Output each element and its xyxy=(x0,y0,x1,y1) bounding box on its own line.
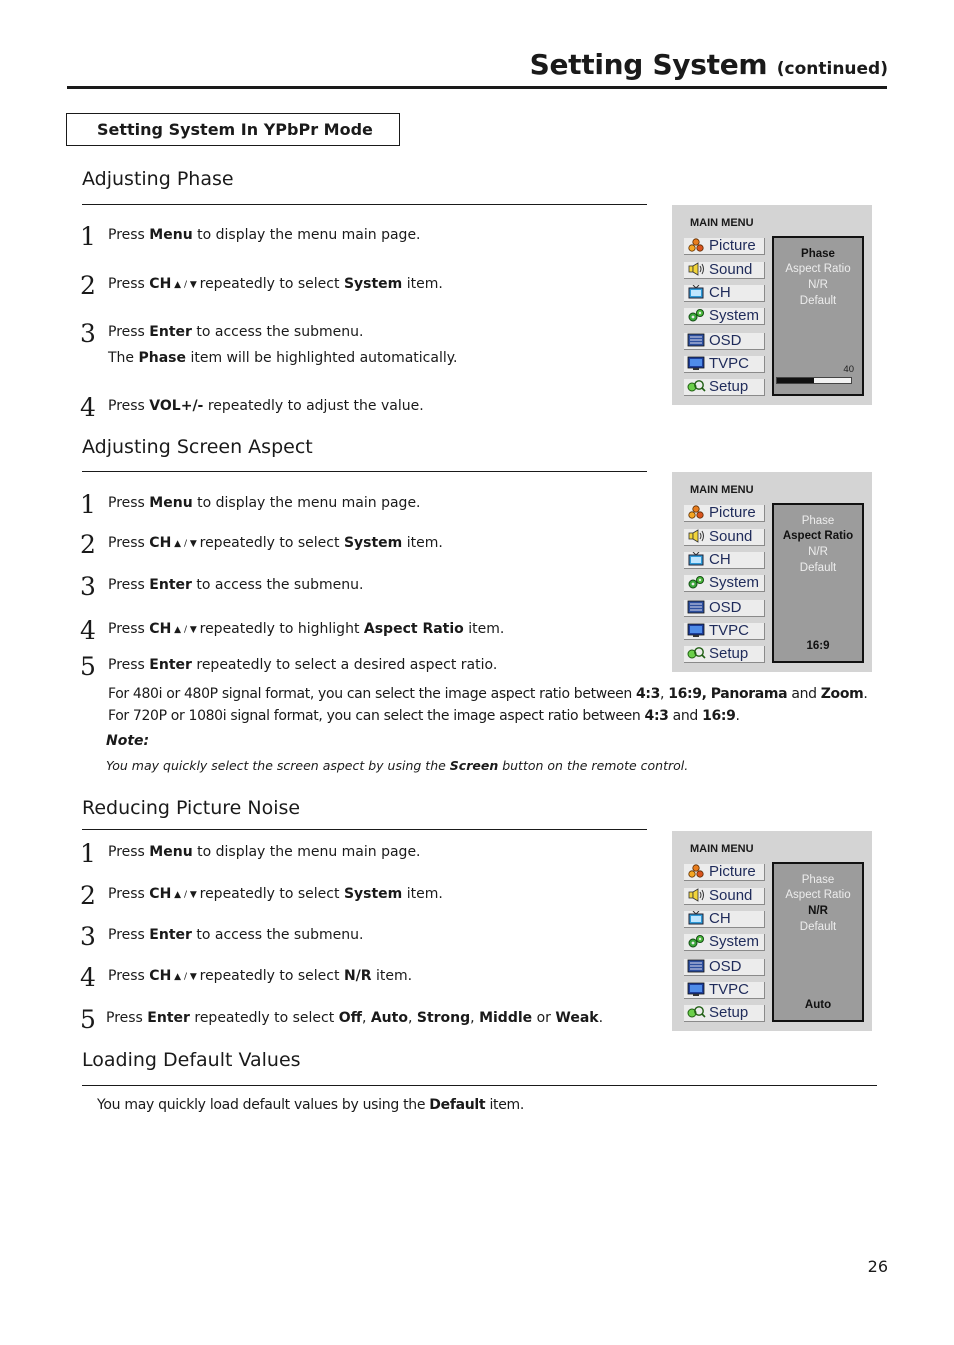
monitor-icon xyxy=(686,982,706,996)
submenu-option-n-r[interactable]: N/R xyxy=(808,546,828,558)
monitor-icon xyxy=(686,623,706,637)
menu-item-label: OSD xyxy=(709,333,742,349)
menu-item-system[interactable] xyxy=(684,575,765,592)
setup-icon xyxy=(686,1005,706,1019)
menu-item-osd[interactable] xyxy=(684,959,765,976)
menu-item-label: CH xyxy=(709,911,731,927)
tv-icon xyxy=(686,552,706,566)
noise-step-3-text: Press Enter to access the submenu. xyxy=(108,927,364,943)
menu-panel-noise xyxy=(672,831,872,1031)
menu-item-ch[interactable] xyxy=(684,911,765,928)
submenu-option-phase[interactable]: Phase xyxy=(801,874,835,886)
noise-step-5-text: Press Enter repeatedly to select Off, Auto, Strong, Middle or Weak. xyxy=(106,1010,604,1026)
rule-adjusting-phase xyxy=(82,204,647,205)
aspect-step-2-number: 2 xyxy=(80,530,96,559)
submenu-option-phase[interactable]: Phase xyxy=(801,515,835,527)
speaker-icon xyxy=(686,262,706,276)
list-icon xyxy=(686,959,706,973)
menu-item-label: Sound xyxy=(709,888,753,904)
mode-box: Setting System In YPbPr Mode xyxy=(66,113,400,146)
main-menu-title: MAIN MENU xyxy=(690,217,754,229)
menu-item-setup[interactable] xyxy=(684,1005,765,1022)
picture-icon xyxy=(686,864,706,878)
system-submenu xyxy=(772,862,864,1022)
menu-item-label: Sound xyxy=(709,262,753,278)
menu-item-label: Setup xyxy=(709,1005,749,1021)
aspect-step-4-text: Press CH ▲ / ▼ repeatedly to highlight Aspect Ratio item. xyxy=(108,621,505,637)
default-values-text: You may quickly load default values by using the Default item. xyxy=(97,1097,525,1113)
menu-item-label: Setup xyxy=(709,379,749,395)
menu-item-tvpc[interactable] xyxy=(684,623,765,640)
menu-item-sound[interactable] xyxy=(684,529,765,546)
submenu-option-default[interactable]: Default xyxy=(799,921,837,933)
page-number: 26 xyxy=(867,1257,888,1276)
main-menu-title: MAIN MENU xyxy=(690,843,754,855)
menu-panel-aspect xyxy=(672,472,872,672)
menu-item-ch[interactable] xyxy=(684,552,765,569)
menu-item-label: OSD xyxy=(709,959,742,975)
submenu-option-aspect-ratio[interactable]: Aspect Ratio xyxy=(785,263,851,275)
rule-adjusting-screen-aspect xyxy=(82,471,647,472)
rule-reducing-picture-noise xyxy=(82,829,647,830)
menu-item-label: Setup xyxy=(709,646,749,662)
menu-item-setup[interactable] xyxy=(684,646,765,663)
submenu-option-phase[interactable]: Phase xyxy=(801,248,835,260)
menu-item-system[interactable] xyxy=(684,934,765,951)
menu-item-label: CH xyxy=(709,285,731,301)
menu-item-label: Sound xyxy=(709,529,753,545)
speaker-icon xyxy=(686,529,706,543)
submenu-option-default[interactable]: Default xyxy=(799,295,837,307)
menu-item-label: System xyxy=(709,934,760,950)
aspect-step-5-number: 5 xyxy=(80,652,96,681)
heading-adjusting-screen-aspect: Adjusting Screen Aspect xyxy=(82,436,313,458)
page-title xyxy=(530,48,888,81)
menu-item-picture[interactable] xyxy=(684,505,765,522)
monitor-icon xyxy=(686,356,706,370)
noise-step-4-number: 4 xyxy=(80,963,96,992)
setup-icon xyxy=(686,646,706,660)
noise-step-1-text: Press Menu to display the menu main page. xyxy=(108,844,421,860)
title-continued: (continued) xyxy=(776,59,888,79)
phase-step-3-text: Press Enter to access the submenu. xyxy=(108,324,364,340)
title-rule xyxy=(67,86,887,89)
main-menu-title: MAIN MENU xyxy=(690,484,754,496)
phase-step-2-number: 2 xyxy=(80,271,96,300)
submenu-option-n-r[interactable]: N/R xyxy=(808,279,828,291)
aspect-720-line: For 720P or 1080i signal format, you can select the image aspect ratio between 4:3 and 16:9. xyxy=(108,708,740,724)
submenu-option-n-r[interactable]: N/R xyxy=(808,905,828,917)
menu-item-label: CH xyxy=(709,552,731,568)
aspect-480-line: For 480i or 480P signal format, you can select the image aspect ratio between 4:3, 16:9, Panorama and Zoom. xyxy=(108,686,868,702)
menu-item-osd[interactable] xyxy=(684,333,765,350)
aspect-step-5-text: Press Enter repeatedly to select a desired aspect ratio. xyxy=(108,657,498,673)
noise-step-5-number: 5 xyxy=(80,1005,96,1034)
menu-item-sound[interactable] xyxy=(684,888,765,905)
setup-icon xyxy=(686,379,706,393)
list-icon xyxy=(686,600,706,614)
submenu-option-aspect-ratio[interactable]: Aspect Ratio xyxy=(782,530,854,542)
phase-step-4-text: Press VOL+/- repeatedly to adjust the value. xyxy=(108,398,424,414)
note-label: Note: xyxy=(106,733,150,749)
phase-step-2-text: Press CH ▲ / ▼ repeatedly to select System item. xyxy=(108,276,443,292)
menu-item-label: System xyxy=(709,308,760,324)
submenu-option-aspect-ratio[interactable]: Aspect Ratio xyxy=(785,889,851,901)
submenu-current-value: Auto xyxy=(804,999,832,1011)
heading-reducing-picture-noise: Reducing Picture Noise xyxy=(82,797,301,819)
picture-icon xyxy=(686,238,706,252)
aspect-step-1-text: Press Menu to display the menu main page. xyxy=(108,495,421,511)
picture-icon xyxy=(686,505,706,519)
menu-item-picture[interactable] xyxy=(684,864,765,881)
aspect-step-2-text: Press CH ▲ / ▼ repeatedly to select System item. xyxy=(108,535,443,551)
menu-item-label: TVPC xyxy=(709,623,750,639)
rule-loading-default-values xyxy=(82,1085,877,1086)
heading-loading-default-values: Loading Default Values xyxy=(82,1049,301,1071)
menu-panel-phase xyxy=(672,205,872,405)
system-submenu xyxy=(772,236,864,396)
menu-item-picture[interactable] xyxy=(684,238,765,255)
aspect-step-4-number: 4 xyxy=(80,616,96,645)
submenu-option-default[interactable]: Default xyxy=(799,562,837,574)
gears-icon xyxy=(686,934,706,948)
submenu-current-value: 16:9 xyxy=(806,640,830,652)
tv-icon xyxy=(686,285,706,299)
phase-slider-fill xyxy=(777,378,814,383)
phase-value: 40 xyxy=(843,364,854,375)
menu-item-ch[interactable] xyxy=(684,285,765,302)
noise-step-2-text: Press CH ▲ / ▼ repeatedly to select System item. xyxy=(108,886,443,902)
aspect-step-3-number: 3 xyxy=(80,572,96,601)
system-submenu xyxy=(772,503,864,663)
menu-item-label: Picture xyxy=(709,238,756,254)
menu-item-osd[interactable] xyxy=(684,600,765,617)
heading-adjusting-phase: Adjusting Phase xyxy=(82,168,234,190)
menu-item-label: Picture xyxy=(709,864,756,880)
phase-slider[interactable] xyxy=(776,377,852,384)
menu-item-tvpc[interactable] xyxy=(684,982,765,999)
phase-step-1-text: Press Menu to display the menu main page. xyxy=(108,227,421,243)
menu-item-label: System xyxy=(709,575,760,591)
noise-step-2-number: 2 xyxy=(80,881,96,910)
menu-item-sound[interactable] xyxy=(684,262,765,279)
noise-step-4-text: Press CH ▲ / ▼ repeatedly to select N/R item. xyxy=(108,968,413,984)
noise-step-1-number: 1 xyxy=(80,839,96,868)
title-text: Setting System xyxy=(529,48,768,81)
menu-item-system[interactable] xyxy=(684,308,765,325)
menu-item-setup[interactable] xyxy=(684,379,765,396)
phase-step-3-subline: The Phase item will be highlighted automatically. xyxy=(108,350,458,366)
phase-step-1-number: 1 xyxy=(80,222,96,251)
phase-step-4-number: 4 xyxy=(80,393,96,422)
menu-item-tvpc[interactable] xyxy=(684,356,765,373)
speaker-icon xyxy=(686,888,706,902)
gears-icon xyxy=(686,575,706,589)
menu-item-label: Picture xyxy=(709,505,756,521)
aspect-step-3-text: Press Enter to access the submenu. xyxy=(108,577,364,593)
note-text: You may quickly select the screen aspect by using the Screen button on the remote control. xyxy=(106,758,689,773)
menu-item-label: TVPC xyxy=(709,356,750,372)
tv-icon xyxy=(686,911,706,925)
noise-step-3-number: 3 xyxy=(80,922,96,951)
menu-item-label: OSD xyxy=(709,600,742,616)
gears-icon xyxy=(686,308,706,322)
phase-step-3-number: 3 xyxy=(80,319,96,348)
menu-item-label: TVPC xyxy=(709,982,750,998)
aspect-step-1-number: 1 xyxy=(80,490,96,519)
list-icon xyxy=(686,333,706,347)
